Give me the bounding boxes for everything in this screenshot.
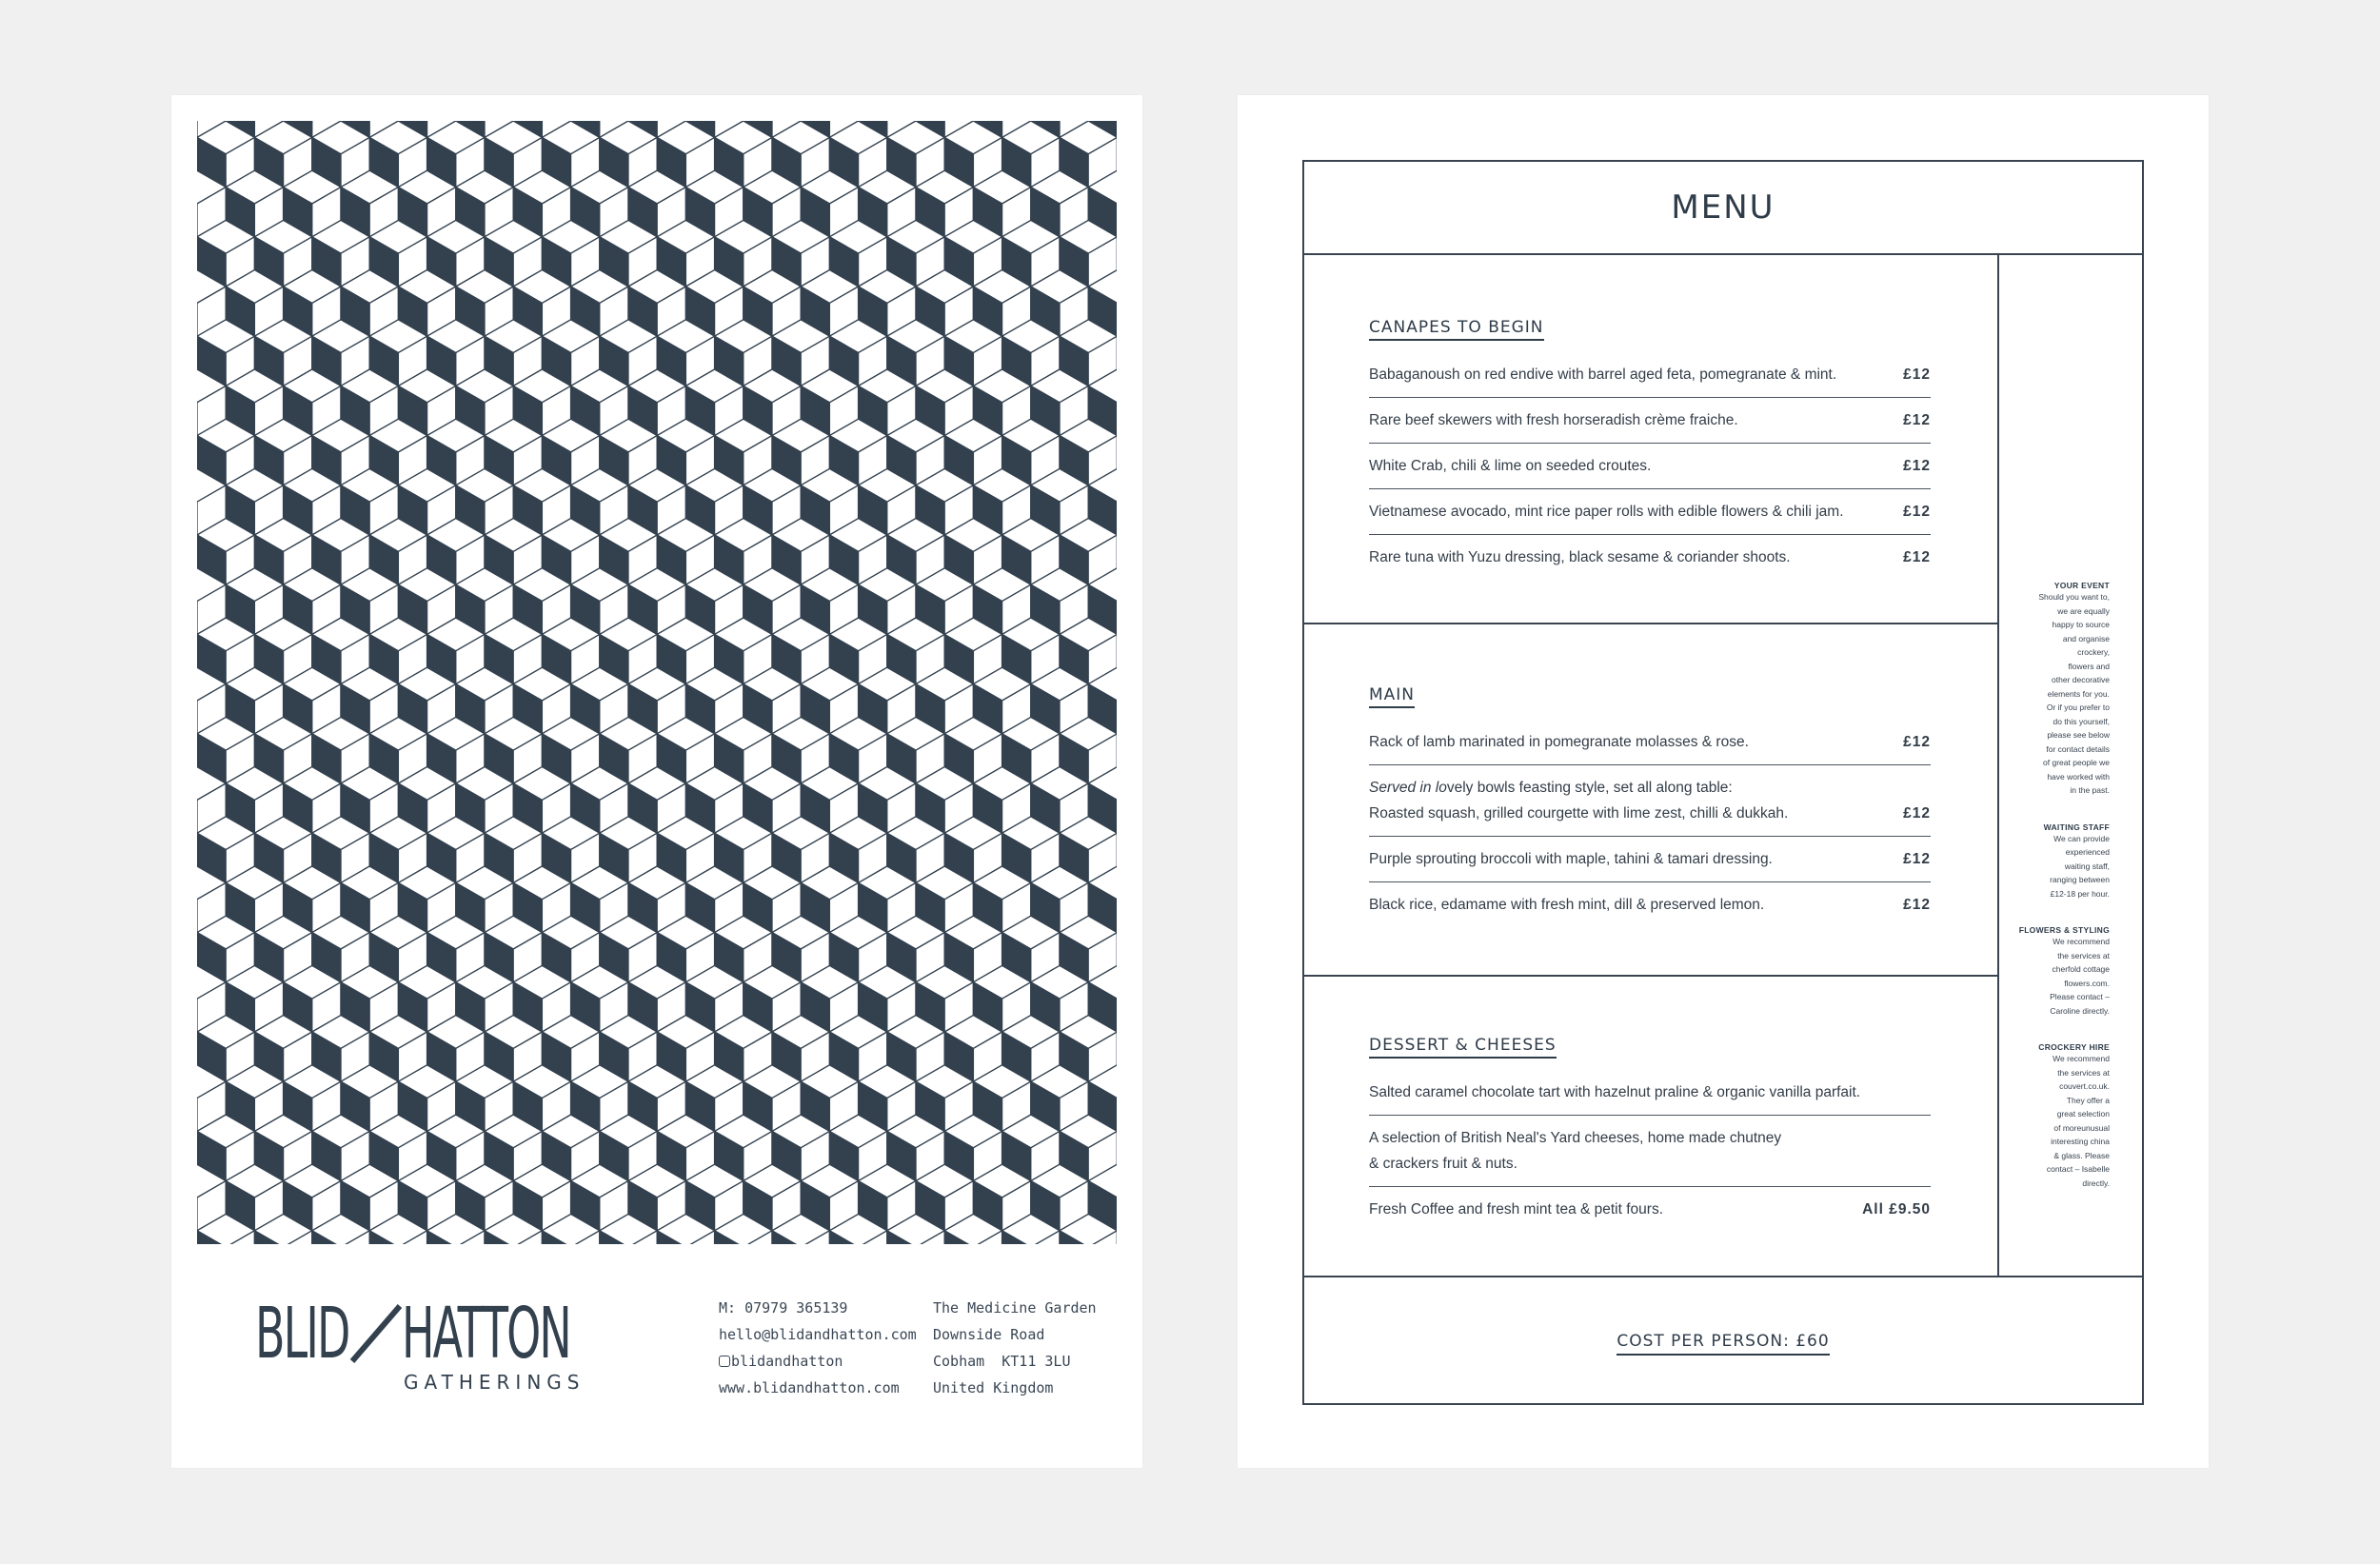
sidebar-line: have worked with [2047,771,2110,782]
address-block [933,1295,1097,1401]
sidebar-title: WAITING STAFF [2043,822,2110,832]
menu-item [1369,837,1931,882]
sidebar-line: We can provide [2053,833,2110,843]
item-description [1369,775,1895,826]
contact-details [719,1295,917,1401]
sidebar-block-flowers [1999,925,2142,1018]
item-price: £12 [1903,897,1931,913]
website-link[interactable]: www.blidandhatton.com [719,1379,900,1396]
sidebar-line: Please contact – [2050,992,2110,1001]
item-description-line-2: & crackers fruit & nuts. [1369,1156,1517,1172]
sidebar-line: They offer a [2066,1095,2110,1105]
instagram-handle-text: blidandhatton [731,1353,843,1370]
item-intro [1369,780,1733,796]
section-divider [1304,623,1997,624]
item-price: £12 [1903,458,1931,474]
email-link[interactable]: hello@blidandhatton.com [719,1326,917,1343]
item-price: £12 [1903,412,1931,428]
sidebar-line: We recommend [2053,937,2110,946]
instagram-icon [719,1356,730,1367]
menu-item-list [1369,720,1931,927]
menu-title: MENU [1304,162,2142,255]
sidebar-title: CROCKERY HIRE [2038,1042,2110,1052]
menu-item [1369,882,1931,927]
sidebar-line: contact – Isabelle [2046,1164,2110,1174]
section-title: CANAPES TO BEGIN [1369,318,1544,341]
address-line-3: Cobham KT11 3LU [933,1353,1071,1370]
sidebar-notes [1999,581,2142,1215]
menu-item-list [1369,352,1931,580]
menu-item [1369,765,1931,837]
sidebar-line: flowers and [2068,661,2110,671]
sidebar-block-your-event [1999,581,2142,798]
item-description: Purple sprouting broccoli with maple, tahini & tamari dressing. [1369,851,1773,867]
item-description [1369,1125,1923,1177]
sidebar-title: YOUR EVENT [2053,581,2110,590]
item-description: Black rice, edamame with fresh mint, dill & preserved lemon. [1369,897,1765,913]
sidebar-line: interesting china [2051,1137,2110,1146]
instagram-handle[interactable] [719,1348,917,1375]
menu-item [1369,535,1931,580]
sidebar-line: the services at [2057,1067,2110,1078]
sidebar-line: other decorative [2052,675,2110,684]
isometric-cube-pattern [197,121,1117,1244]
sidebar-text [1999,935,2110,1018]
address-line-1: The Medicine Garden [933,1299,1097,1317]
item-price: £12 [1903,366,1931,383]
sidebar-line: We recommend [2053,1054,2110,1063]
cost-per-person [1304,1277,2142,1405]
sidebar-line: Caroline directly. [2050,1005,2110,1016]
item-price: £12 [1903,734,1931,750]
sidebar-line: crockery, [2077,647,2110,657]
slash-icon [348,1304,404,1363]
sidebar-line: couvert.co.uk. [2059,1081,2110,1091]
front-cover-page [171,95,1142,1468]
section-main [1369,685,1931,927]
sidebar-line: for contact details [2046,743,2110,754]
brand-name-left: BLID [255,1293,349,1375]
brand-name-right: HATTON [402,1293,570,1375]
sidebar-line: great selection [2056,1109,2110,1119]
menu-item [1369,352,1931,398]
item-description: Salted caramel chocolate tart with hazelnut praline & organic vanilla parfait. [1369,1084,1861,1100]
sidebar-line: directly. [2082,1178,2110,1188]
section-divider [1304,975,1997,977]
sidebar-block-crockery [1999,1042,2142,1190]
section-title: DESSERT & CHEESES [1369,1036,1557,1059]
sidebar-line: the services at [2057,950,2110,960]
item-description-text: Roasted squash, grilled courgette with lime zest, chilli & dukkah. [1369,805,1789,822]
phone-number: M: 07979 365139 [719,1299,848,1317]
sidebar-line: elements for you. [2047,688,2110,699]
sidebar-line: we are equally [2057,605,2110,616]
sidebar-line: experienced [2065,847,2110,857]
section-title: MAIN [1369,685,1415,708]
sidebar-line: do this yourself, [2053,716,2110,726]
sidebar-line: happy to source [2052,620,2110,629]
brand-logo [255,1293,585,1407]
sidebar-line: cherfold cottage [2052,964,2110,974]
sidebar-title: FLOWERS & STYLING [2018,925,2110,935]
menu-item-list [1369,1070,1931,1232]
menu-item [1369,489,1931,535]
sidebar-line: £12-18 per hour. [2050,888,2110,899]
sidebar-line: of great people we [2043,758,2110,767]
item-description: White Crab, chili & lime on seeded croutes. [1369,458,1652,474]
sidebar-block-waiting-staff [1999,822,2142,901]
address-line-4: United Kingdom [933,1379,1054,1396]
item-description-line-1: A selection of British Neal's Yard cheeses, home made chutney [1369,1130,1782,1146]
address-line-2: Downside Road [933,1326,1045,1343]
brand-subtitle: GATHERINGS [404,1371,585,1394]
item-price: £12 [1903,805,1931,822]
sidebar-line: flowers.com. [2064,978,2110,988]
sidebar-line: waiting staff, [2064,861,2110,871]
item-price: All £9.50 [1862,1201,1931,1218]
menu-item [1369,720,1931,765]
cost-per-person-text: COST PER PERSON: £60 [1616,1332,1829,1356]
section-canapes [1369,318,1931,580]
menu-item [1369,398,1931,444]
sidebar-line: ranging between [2050,875,2110,884]
item-price: £12 [1903,549,1931,565]
menu-frame [1302,160,2144,1405]
sidebar-text [1999,1052,2110,1190]
item-description: Fresh Coffee and fresh mint tea & petit fours. [1369,1201,1664,1218]
item-intro-italic: Served in lo [1369,780,1447,796]
sidebar-text [1999,832,2110,901]
menu-item [1369,1187,1931,1232]
menu-item [1369,1116,1931,1187]
menu-item [1369,1070,1931,1116]
item-price: £12 [1903,504,1931,520]
sidebar-text [1999,590,2110,798]
sidebar-line: and organise [2062,633,2110,643]
sidebar-line: please see below [2047,730,2110,740]
item-description: Rack of lamb marinated in pomegranate molasses & rose. [1369,734,1749,750]
sidebar-line: Or if you prefer to [2046,703,2110,712]
item-price: £12 [1903,851,1931,867]
item-description: Rare beef skewers with fresh horseradish crème fraiche. [1369,412,1738,428]
item-intro-rest: vely bowls feasting style, set all along table: [1446,780,1733,796]
section-dessert [1369,1036,1931,1232]
sidebar-line: in the past. [2070,785,2110,795]
item-description: Rare tuna with Yuzu dressing, black sesame & coriander shoots. [1369,549,1791,565]
sidebar-line: & glass. Please [2053,1150,2110,1160]
sidebar-line: of moreunusual [2053,1122,2110,1133]
sidebar-line: Should you want to, [2038,592,2110,602]
item-description: Babaganoush on red endive with barrel aged feta, pomegranate & mint. [1369,366,1837,383]
item-description: Vietnamese avocado, mint rice paper rolls with edible flowers & chili jam. [1369,504,1844,520]
menu-item [1369,444,1931,489]
menu-page [1238,95,2209,1468]
